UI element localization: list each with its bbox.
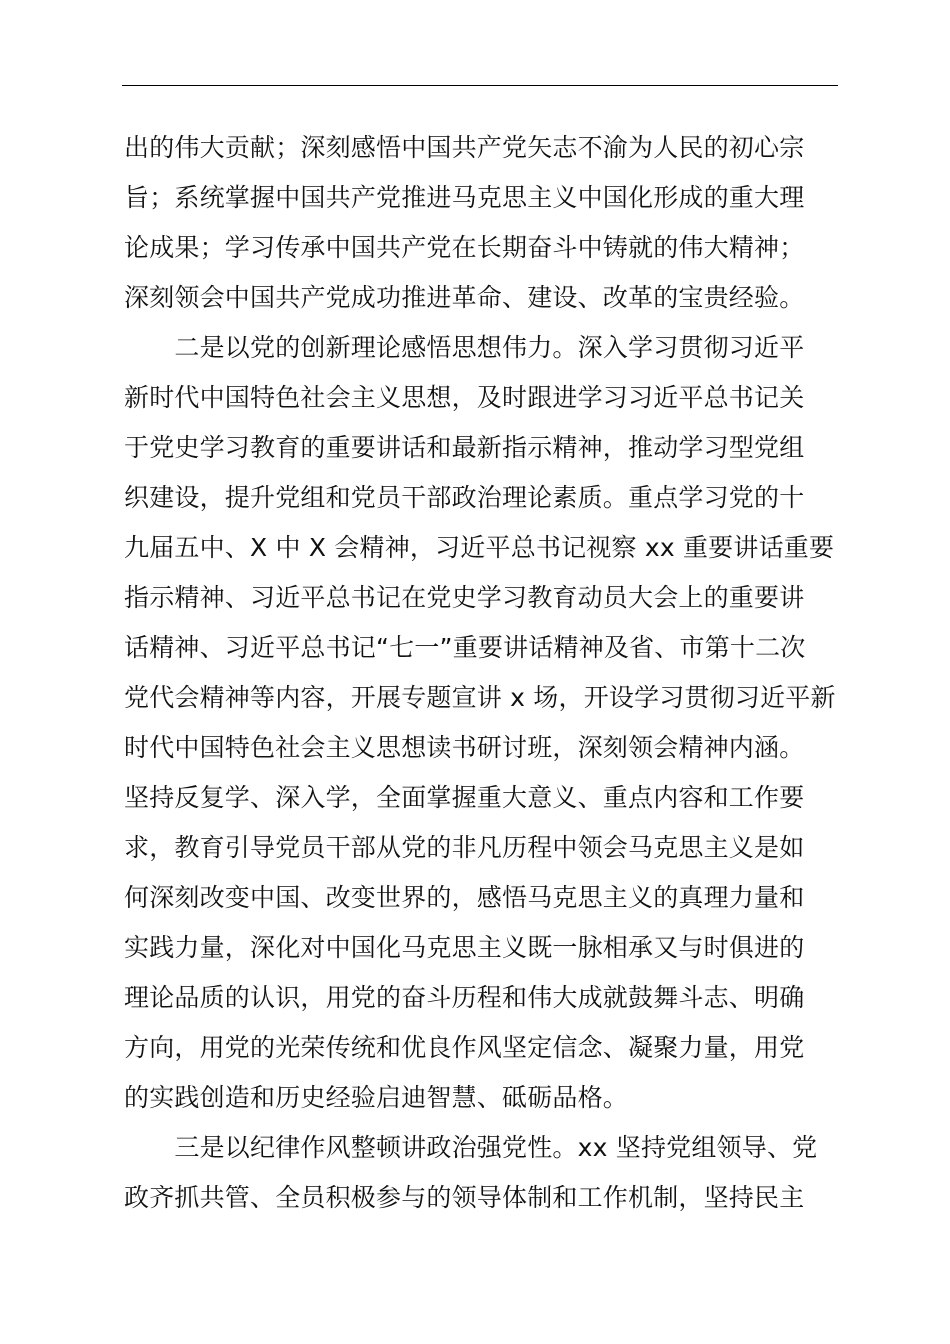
- header-rule: [122, 85, 838, 86]
- text-line: 话精神、习近平总书记“七一”重要讲话精神及省、市第十二次: [124, 633, 806, 662]
- text-line: 织建设，提升党组和党员干部政治理论素质。重点学习党的十: [124, 483, 805, 512]
- text-line: 九届五中、X 中 X 会精神，习近平总书记视察 xx 重要讲话重要: [124, 533, 835, 562]
- text-line: 指示精神、习近平总书记在党史学习教育动员大会上的重要讲: [124, 583, 805, 612]
- text-line: 政齐抓共管、全员积极参与的领导体制和工作机制，坚持民主: [124, 1183, 805, 1212]
- text-line: 于党史学习教育的重要讲话和最新指示精神，推动学习型党组: [124, 433, 805, 462]
- text-line: 时代中国特色社会主义思想读书研讨班，深刻领会精神内涵。: [124, 733, 805, 762]
- text-line: 出的伟大贡献；深刻感悟中国共产党矢志不渝为人民的初心宗: [124, 133, 805, 162]
- text-line: 新时代中国特色社会主义思想，及时跟进学习习近平总书记关: [124, 383, 805, 412]
- text-line: 党代会精神等内容，开展专题宣讲 x 场，开设学习贯彻习近平新: [124, 683, 836, 712]
- text-line: 旨；系统掌握中国共产党推进马克思主义中国化形成的重大理: [124, 183, 805, 212]
- text-line: 理论品质的认识，用党的奋斗历程和伟大成就鼓舞斗志、明确: [124, 983, 805, 1012]
- text-line: 方向，用党的光荣传统和优良作风坚定信念、凝聚力量，用党: [124, 1033, 805, 1062]
- text-line: 坚持反复学、深入学，全面掌握重大意义、重点内容和工作要: [124, 783, 805, 812]
- text-line: 论成果；学习传承中国共产党在长期奋斗中铸就的伟大精神；: [124, 233, 805, 262]
- text-line: 的实践创造和历史经验启迪智慧、砥砺品格。: [124, 1083, 629, 1112]
- paragraph-start-line: 三是以纪律作风整顿讲政治强党性。xx 坚持党组领导、党: [124, 1133, 818, 1162]
- text-line: 求，教育引导党员干部从党的非凡历程中领会马克思主义是如: [124, 833, 805, 862]
- paragraph-start-line: 二是以党的创新理论感悟思想伟力。深入学习贯彻习近平: [124, 333, 805, 362]
- text-line: 何深刻改变中国、改变世界的，感悟马克思主义的真理力量和: [124, 883, 805, 912]
- text-line: 深刻领会中国共产党成功推进革命、建设、改革的宝贵经验。: [124, 283, 805, 312]
- text-line: 实践力量，深化对中国化马克思主义既一脉相承又与时俱进的: [124, 933, 805, 962]
